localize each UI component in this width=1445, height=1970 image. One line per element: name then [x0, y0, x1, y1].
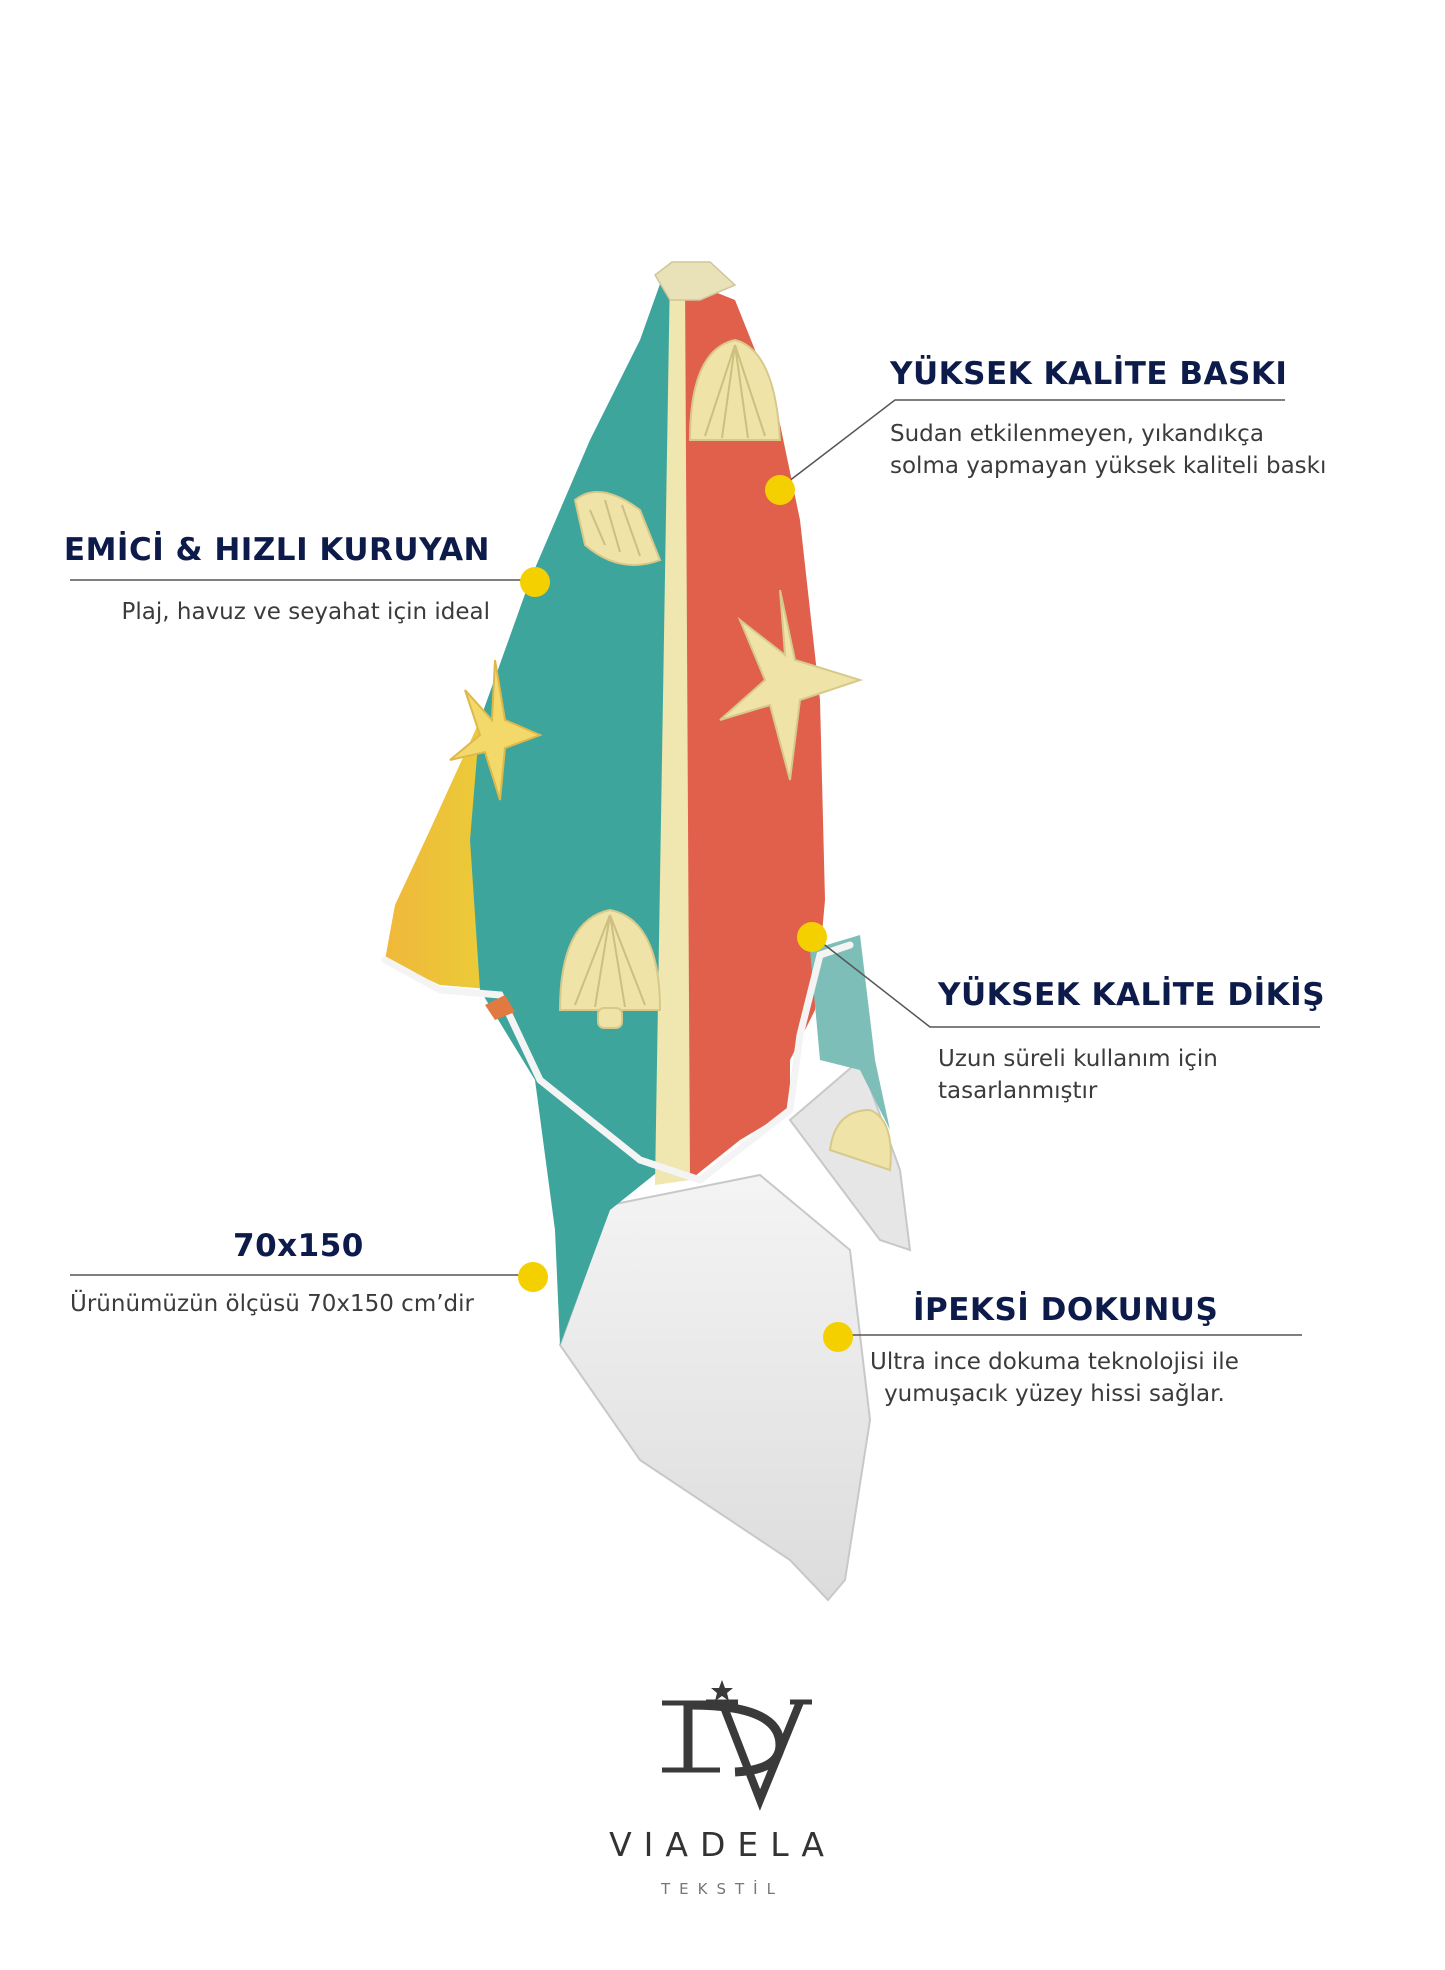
feature-silky-desc-wrap [870, 1346, 1239, 1410]
dot-stitch [797, 922, 827, 952]
brand-name: VIADELA [609, 1825, 836, 1864]
feature-print-description: Sudan etkilenmeyen, yıkandıkça solma yapmayan yüksek kaliteli baskı [890, 421, 1327, 479]
feature-size [233, 1228, 364, 1264]
towel [385, 262, 910, 1600]
feature-stitch-title: YÜKSEK KALİTE DİKİŞ [938, 977, 1326, 1013]
feature-absorbent-description: Plaj, havuz ve seyahat için ideal [121, 599, 490, 625]
feature-size-description: Ürünümüzün ölçüsü 70x150 cm’dir [70, 1291, 474, 1317]
feature-size-desc-wrap [70, 1288, 474, 1320]
feature-print-title: YÜKSEK KALİTE BASKI [890, 356, 1288, 392]
feature-silky-description: Ultra ince dokuma teknolojisi ile yumuşacık yüzey hissi sağlar. [870, 1349, 1239, 1407]
star-icon [711, 1680, 733, 1701]
feature-silky-title: İPEKSİ DOKUNUŞ [913, 1292, 1219, 1328]
feature-stitch [938, 977, 1325, 1107]
towel-back-side [560, 1175, 870, 1600]
dot-absorbent [520, 567, 550, 597]
dot-size [518, 1262, 548, 1292]
brand-subtitle: TEKSTİL [661, 1880, 784, 1898]
brand-logo [662, 1680, 812, 1800]
feature-size-title: 70x150 [233, 1228, 364, 1264]
towel-top-hem [655, 262, 735, 300]
feature-silky [913, 1292, 1218, 1328]
feature-stitch-description: Uzun süreli kullanım için tasarlanmıştır [938, 1046, 1218, 1104]
feature-absorbent [64, 532, 490, 628]
feature-absorbent-title: EMİCİ & HIZLI KURUYAN [63, 532, 490, 568]
dot-print [765, 475, 795, 505]
leader-size [70, 1275, 533, 1278]
dot-silky [823, 1322, 853, 1352]
feature-print [890, 356, 1326, 482]
